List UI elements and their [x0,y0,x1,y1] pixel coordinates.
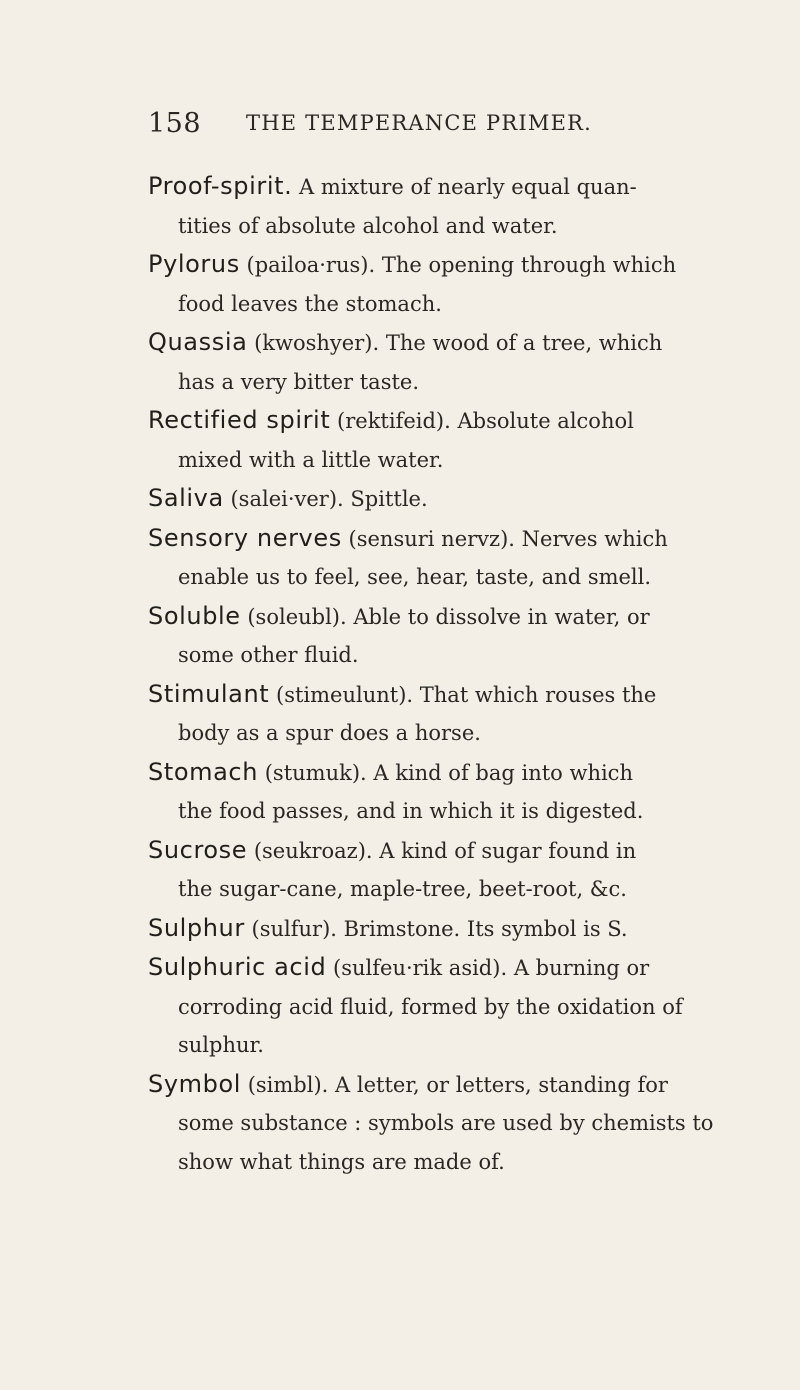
entry-term: Soluble [148,601,241,630]
entry-definition-continuation: body as a spur does a horse. [178,721,481,745]
entry-definition-continuation: tities of absolute alcohol and water. [178,213,558,238]
entry-definition-continuation: enable us to feel, see, hear, taste, and smell. [178,565,652,589]
entry-definition-continuation: food leaves the stomach. [178,291,442,316]
entry-definition: The opening through which [381,253,677,277]
entry-term: Sulphur [148,913,245,942]
glossary-entry [148,167,748,245]
entry-term: Saliva [148,484,224,512]
entry-definition: Spittle. [350,487,428,511]
glossary-entry [148,909,748,949]
entry-pronunciation: (sulfur). [251,916,337,941]
entry-definition-continuation: mixed with a little water. [178,447,444,472]
entry-definition-continuation: sulphur. [178,1033,264,1057]
entry-definition-continuation: show what things are made of. [178,1149,505,1174]
entry-pronunciation: (simbl). [247,1072,329,1097]
entry-pronunciation: (soleubl). [247,604,347,629]
entry-pronunciation: (stimeulunt). [276,682,414,707]
glossary-entry [148,519,748,597]
glossary-entry [148,597,748,675]
entry-definition-continuation: corroding acid fluid, formed by the oxidation of [178,994,683,1019]
entry-term: Quassia [148,328,248,356]
entry-term: Pylorus [148,250,240,278]
entry-definition: A letter, or letters, standing for [335,1072,668,1097]
glossary-entry [148,675,748,753]
entry-term: Stomach [148,757,259,786]
entry-term: Sulphuric acid [148,953,327,981]
entry-definition-continuation: the sugar-cane, maple-tree, beet-root, &c. [178,877,627,901]
glossary-entry [148,948,748,1065]
glossary-entry [148,479,748,519]
running-head [148,108,618,148]
page-number: 158 [148,108,202,139]
entry-definition: Brimstone. Its symbol is S. [343,916,628,941]
entry-pronunciation: (stumuk). [264,760,367,785]
entry-definition-continuation: has a very bitter taste. [178,369,420,394]
glossary-entry [148,831,748,909]
glossary-entry [148,1065,748,1182]
entry-term: Proof-spirit. [148,172,293,200]
entry-definition: Nerves which [521,526,668,551]
entry-definition: A kind of sugar found in [379,838,637,863]
entry-definition: A burning or [513,956,650,980]
entry-definition: The wood of a tree, which [385,331,663,355]
entry-term: Stimulant [148,679,270,708]
entry-definition: Absolute alcohol [457,409,634,433]
entry-pronunciation: (sulfeu·rik asid). [333,956,508,980]
glossary-entry [148,245,748,323]
entry-pronunciation: (rektifeid). [337,409,451,433]
entry-pronunciation: (salei·ver). [230,487,344,511]
glossary-entry [148,753,748,831]
entry-pronunciation: (seukroaz). [253,838,373,863]
running-title: THE TEMPERANCE PRIMER. [246,111,593,135]
entry-definition-continuation: the food passes, and in which it is digested. [178,799,644,823]
glossary-entry [148,401,748,479]
entry-definition: A kind of bag into which [373,760,633,785]
glossary-entry [148,323,748,401]
entry-pronunciation: (pailoa·rus). [246,253,376,277]
entry-term: Symbol [148,1069,242,1098]
entry-pronunciation: (sensuri nervz). [348,526,515,551]
entry-term: Sensory nerves [148,523,342,552]
glossary-entries [148,167,748,1181]
entry-definition: That which rouses the [419,682,657,707]
entry-definition: Able to dissolve in water, or [353,604,650,629]
entry-term: Sucrose [148,835,248,864]
entry-definition: A mixture of nearly equal quan- [299,175,637,199]
entry-definition-continuation: some substance : symbols are used by chemists to [178,1111,714,1135]
entry-definition-continuation: some other fluid. [178,643,359,667]
entry-term: Rectified spirit [148,406,331,434]
entry-pronunciation: (kwoshyer). [254,331,380,355]
